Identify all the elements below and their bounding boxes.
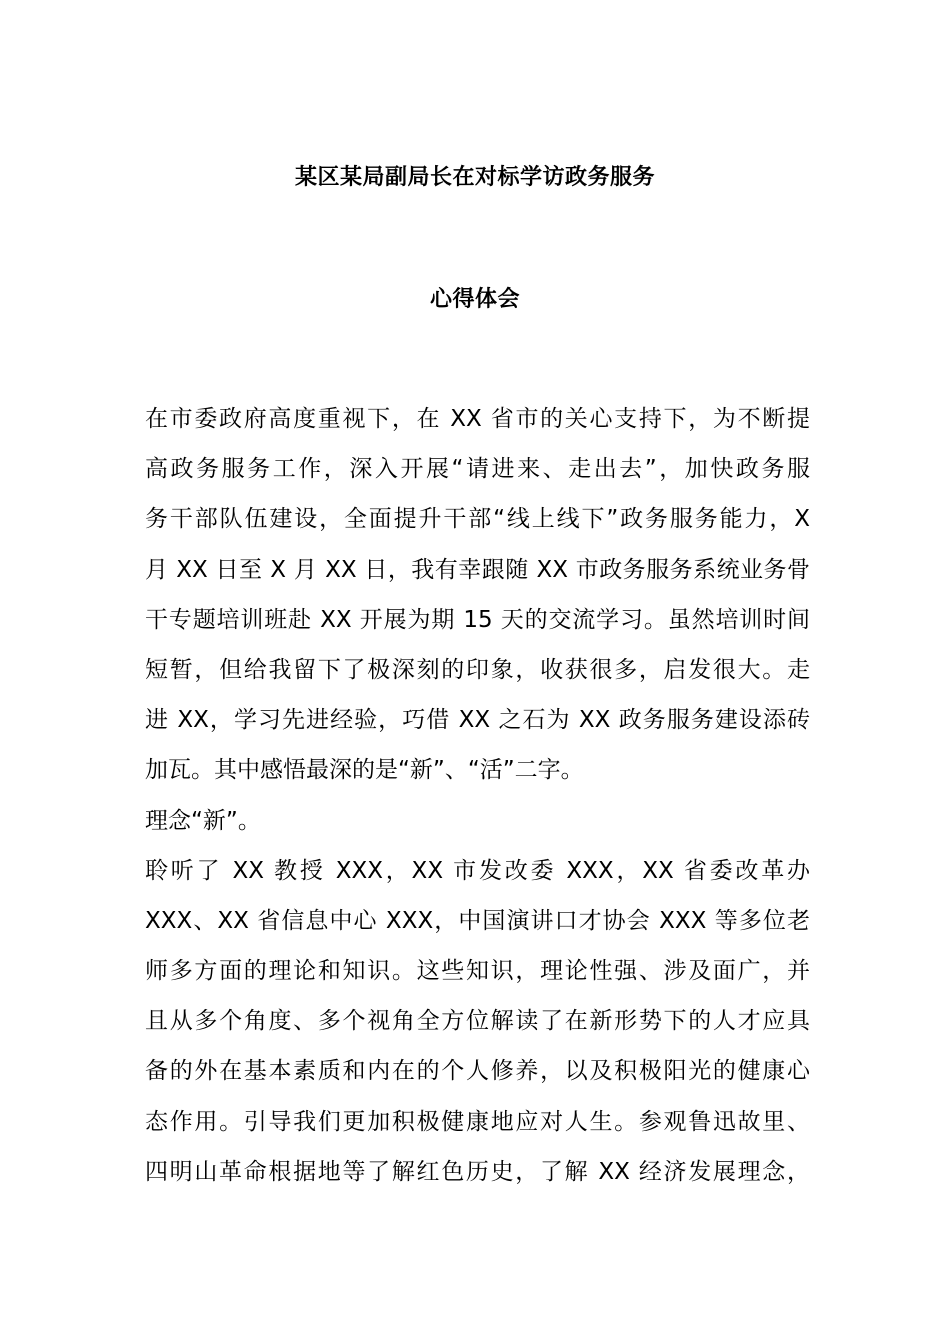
section-heading: 理念“新”。	[145, 807, 261, 834]
body-line: 在市委政府高度重视下，在 XX 省市的关心支持下，为不断提	[145, 406, 810, 432]
body-line: 加瓦。其中感悟最深的是“新”、“活”二字。	[145, 757, 584, 784]
body-line: 进 XX，学习先进经验，巧借 XX 之石为 XX 政务服务建设添砖	[145, 707, 810, 734]
body-line: 月 XX 日至 X 月 XX 日，我有幸跟随 XX 市政务服务系统业务骨	[145, 556, 810, 583]
body-line: 短暂，但给我留下了极深刻的印象，收获很多，启发很大。走	[145, 656, 810, 683]
document-body	[145, 400, 810, 1203]
body-line: 且从多个角度、多个视角全方位解读了在新形势下的人才应具	[145, 1008, 810, 1035]
document-title: 某区某局副局长在对标学访政务服务	[294, 165, 655, 190]
body-line: XXX、XX 省信息中心 XXX，中国演讲口才协会 XXX 等多位老	[145, 907, 810, 934]
body-line: 四明山革命根据地等了解红色历史，了解 XX 经济发展理念，	[145, 1158, 810, 1185]
body-line: 聆听了 XX 教授 XXX，XX 市发改委 XXX，XX 省委改革办	[145, 857, 810, 884]
body-line: 备的外在基本素质和内在的个人修养，以及积极阳光的健康心	[145, 1058, 810, 1085]
body-line: 干专题培训班赴 XX 开展为期 15 天的交流学习。虽然培训时间	[145, 606, 810, 633]
body-line: 高政务服务工作，深入开展“请进来、走出去”，加快政务服	[145, 456, 810, 483]
body-line: 态作用。引导我们更加积极健康地应对人生。参观鲁迅故里、	[145, 1108, 810, 1135]
body-line: 师多方面的理论和知识。这些知识，理论性强、涉及面广，并	[145, 958, 810, 985]
document-subtitle: 心得体会	[429, 287, 520, 312]
body-line: 务干部队伍建设，全面提升干部“线上线下”政务服务能力，X	[145, 506, 810, 533]
